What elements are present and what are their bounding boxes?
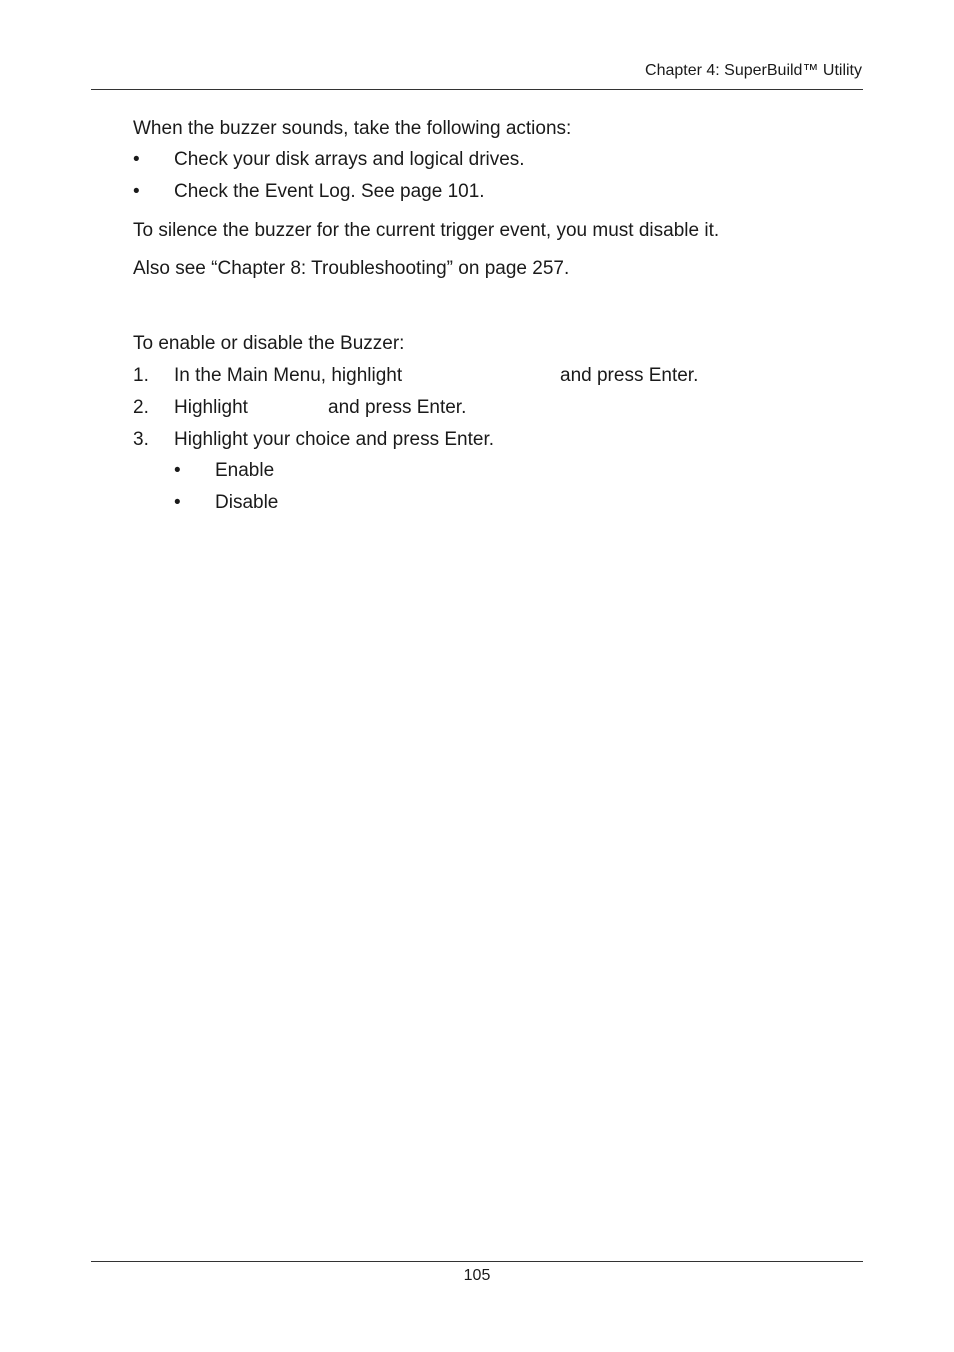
chapter-title: Chapter 4: SuperBuild™ Utility <box>645 62 862 79</box>
see-also-note: Also see “Chapter 8: Troubleshooting” on page 257. <box>133 258 570 279</box>
choice-enable: Enable <box>215 460 275 481</box>
header-rule <box>91 89 863 90</box>
list-item-text: Check the Event Log. See page 101. <box>174 181 485 202</box>
bullet-marker: • <box>174 492 181 513</box>
bullet-marker: • <box>174 460 181 481</box>
step-number: 1. <box>133 365 149 386</box>
step-text: Highlight <box>174 397 248 418</box>
step-number: 2. <box>133 397 149 418</box>
step-text: Highlight your choice and press Enter. <box>174 429 495 450</box>
silence-note: To silence the buzzer for the current trigger event, you must disable it. <box>133 220 720 241</box>
bullet-marker: • <box>133 181 140 202</box>
choice-disable: Disable <box>215 492 279 513</box>
intro-paragraph: When the buzzer sounds, take the following actions: <box>133 118 572 139</box>
step-text-continued: and press Enter. <box>328 397 467 418</box>
footer-rule <box>91 1261 863 1262</box>
step-number: 3. <box>133 429 149 450</box>
bullet-marker: • <box>133 149 140 170</box>
list-item-text: Check your disk arrays and logical drives. <box>174 149 525 170</box>
procedure-intro: To enable or disable the Buzzer: <box>133 333 405 354</box>
step-text: In the Main Menu, highlight <box>174 365 403 386</box>
page-number: 105 <box>463 1267 491 1284</box>
step-text-continued: and press Enter. <box>560 365 699 386</box>
